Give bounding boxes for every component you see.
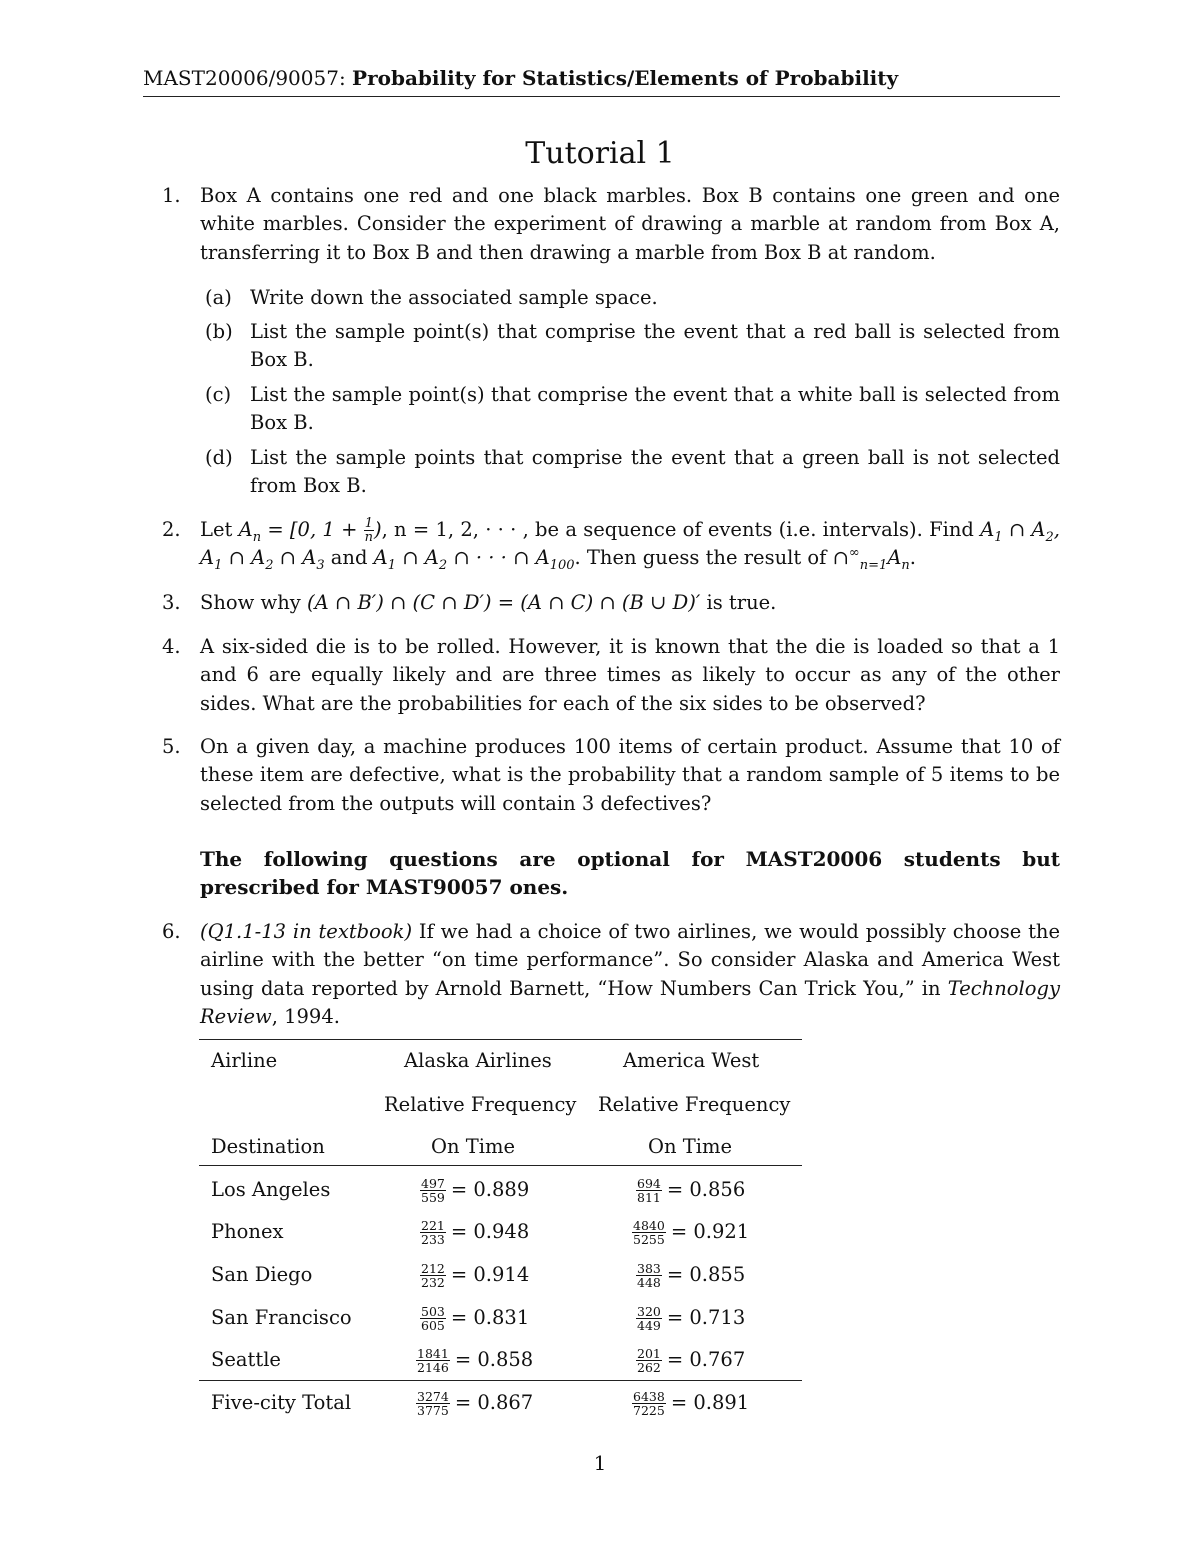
america-west-value: $\frac{201}{262}$ = 0.767 bbox=[637, 1346, 746, 1375]
question-1b bbox=[205, 318, 1060, 375]
page-title: Tutorial 1 bbox=[525, 136, 675, 171]
question-number: 1. bbox=[162, 184, 181, 207]
course-code: MAST20006/90057: bbox=[143, 66, 346, 90]
question-text: On a given day, a machine produces 100 items of certain product. Assume that 10 of these item are defective, what is the probability that a random sample of 5 items to be selected from the outputs will contain 3 defectives? bbox=[200, 735, 1060, 815]
alaska-value: $\frac{212}{232}$ = 0.914 bbox=[421, 1261, 530, 1290]
table-total-destination: Five-city Total bbox=[211, 1391, 352, 1414]
alaska-value: $\frac{497}{559}$ = 0.889 bbox=[421, 1176, 530, 1205]
header-destination: Destination bbox=[211, 1135, 325, 1158]
question-number: 5. bbox=[162, 735, 181, 758]
question-text: Box A contains one red and one black marbles. Box B contains one green and one white marbles. Consider the experiment of drawing a marble at random from Box A, transferring it to Box B and then drawing a marble from Box B at random. bbox=[200, 184, 1060, 264]
question-5 bbox=[162, 733, 1060, 818]
america-west-value: $\frac{320}{449}$ = 0.713 bbox=[637, 1304, 746, 1333]
alaska-total-value: $\frac{3274}{3775}$ = 0.867 bbox=[417, 1389, 534, 1418]
part-label: (c) bbox=[205, 383, 232, 406]
america-west-value: $\frac{383}{448}$ = 0.855 bbox=[637, 1261, 746, 1290]
header-alaska: Alaska Airlines bbox=[404, 1049, 552, 1072]
textbook-reference: (Q1.1-13 in textbook) bbox=[200, 920, 413, 943]
america-west-total-value: $\frac{6438}{7225}$ = 0.891 bbox=[633, 1389, 750, 1418]
america-west-value: $\frac{694}{811}$ = 0.856 bbox=[637, 1176, 746, 1205]
header-alaska-ontime: On Time bbox=[431, 1135, 516, 1158]
table-row-destination: Seattle bbox=[211, 1348, 281, 1371]
question-6 bbox=[162, 918, 1060, 1032]
header-airline: Airline bbox=[211, 1049, 278, 1072]
course-title: Probability for Statistics/Elements of Probability bbox=[352, 66, 899, 90]
page-number: 1 bbox=[593, 1451, 607, 1475]
america-west-value: $\frac{4840}{5255}$ = 0.921 bbox=[633, 1218, 750, 1247]
table-row-destination: San Diego bbox=[211, 1263, 313, 1286]
part-label: (b) bbox=[205, 320, 233, 343]
table-row-destination: Los Angeles bbox=[211, 1178, 331, 1201]
table-row-destination: Phonex bbox=[211, 1220, 284, 1243]
question-1 bbox=[162, 182, 1060, 267]
question-1a bbox=[205, 284, 1060, 312]
table-header-rule bbox=[199, 1165, 802, 1166]
alaska-value: $\frac{503}{605}$ = 0.831 bbox=[421, 1304, 530, 1333]
page-header bbox=[143, 66, 1060, 97]
alaska-value: $\frac{221}{233}$ = 0.948 bbox=[421, 1218, 530, 1247]
part-label: (d) bbox=[205, 446, 233, 469]
question-2 bbox=[162, 516, 1060, 573]
question-text: (Q1.1-13 in textbook) If we had a choice of two airlines, we would possibly choose the airline with the better “on time performance”. So consider Alaska and America West using data reported by Arnold Barnett, “How Numbers Can Trick You,” in Technology Review, 1994. bbox=[200, 920, 1061, 1029]
question-number: 3. bbox=[162, 591, 181, 614]
question-text: Show why (A ∩ B′) ∩ (C ∩ D′) = (A ∩ C) ∩ (B ∪ D)′ is true. bbox=[200, 591, 777, 614]
part-text: List the sample points that comprise the event that a green ball is not selected from Box B. bbox=[250, 446, 1060, 498]
question-number: 6. bbox=[162, 920, 181, 943]
header-america-ontime: On Time bbox=[648, 1135, 733, 1158]
part-label: (a) bbox=[205, 286, 232, 309]
table-total-rule bbox=[199, 1380, 802, 1381]
question-text: A six-sided die is to be rolled. However, it is known that the die is loaded so that a 1 and 6 are equally likely and are three times as likely to occur as any of the other sides. What are the probabilities for each of the six sides to be observed? bbox=[200, 635, 1060, 715]
alaska-value: $\frac{1841}{2146}$ = 0.858 bbox=[417, 1346, 534, 1375]
question-1d bbox=[205, 444, 1060, 501]
part-text: List the sample point(s) that comprise the event that a white ball is selected from Box B. bbox=[250, 383, 1060, 435]
set-expression: (A ∩ B′) ∩ (C ∩ D′) = (A ∩ C) ∩ (B ∪ D)′ bbox=[307, 591, 701, 614]
question-3 bbox=[162, 589, 1060, 617]
header-america-west: America West bbox=[623, 1049, 760, 1072]
header-america-relfreq: Relative Frequency bbox=[598, 1093, 791, 1116]
optional-note: The following questions are optional for MAST20006 students but prescribed for MAST90057 ones. bbox=[200, 847, 1060, 900]
journal-name: Technology Review bbox=[200, 976, 1061, 1029]
question-1c bbox=[205, 381, 1060, 438]
question-text: Let $A_n = [0$, 1 + $\frac{1}{n}$ ), n = 1, 2, · · · , be a sequence of events (i.e. intervals). Find $A_1$ ∩ $A_2$, $A_1$ ∩ $A_2$ ∩ $A_3$ and $A_1$ ∩ $A_2$ ∩ · · · ∩ $A_{100}$. Then guess the result of $\cap^\infty_{n=1}A_n$. bbox=[200, 516, 1060, 574]
question-4 bbox=[162, 633, 1060, 718]
table-top-rule bbox=[199, 1039, 802, 1040]
part-text: List the sample point(s) that comprise the event that a red ball is selected from Box B. bbox=[250, 320, 1060, 372]
table-row-destination: San Francisco bbox=[211, 1306, 352, 1329]
question-number: 2. bbox=[162, 518, 181, 541]
header-alaska-relfreq: Relative Frequency bbox=[384, 1093, 577, 1116]
question-number: 4. bbox=[162, 635, 181, 658]
part-text: Write down the associated sample space. bbox=[250, 286, 658, 309]
